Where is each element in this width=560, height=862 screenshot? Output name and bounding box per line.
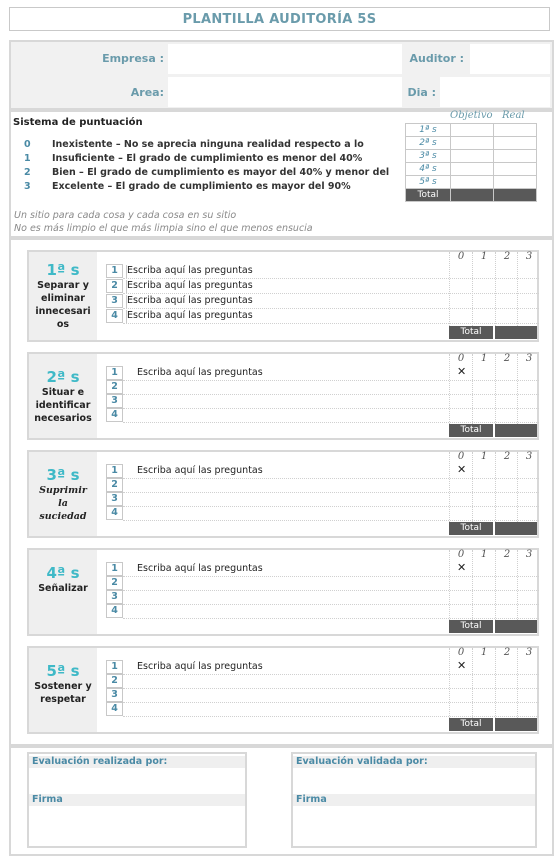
grid-column-line — [517, 648, 518, 718]
section-name-line: identificar — [35, 400, 91, 411]
section-total-value — [495, 620, 537, 633]
summary-real[interactable] — [494, 176, 537, 189]
section-label-panel — [29, 452, 97, 536]
question-text[interactable]: Escriba aquí las preguntas — [137, 465, 263, 476]
grid-column-line — [472, 252, 473, 326]
question-number: 2 — [106, 576, 123, 590]
question-text[interactable] — [137, 689, 449, 702]
section-total-label: Total — [449, 424, 493, 437]
summary-label: 4ª s — [406, 163, 451, 176]
dia-label: Dia : — [407, 86, 436, 99]
question-text[interactable] — [137, 507, 449, 520]
question-text[interactable]: Escriba aquí las preguntas — [137, 367, 263, 378]
summary-label: 1ª s — [406, 124, 451, 137]
section-total-value — [495, 718, 537, 731]
score-header: 3 — [525, 647, 533, 658]
section-total-value — [495, 424, 537, 437]
question-number: 1 — [106, 366, 123, 380]
question-number: 2 — [106, 279, 123, 293]
col-objetivo: Objetivo — [450, 110, 493, 121]
section-total-label: Total — [449, 522, 493, 535]
question-number: 1 — [106, 264, 123, 278]
question-text[interactable]: Escriba aquí las preguntas — [137, 661, 263, 672]
question-text[interactable]: Escriba aquí las preguntas — [137, 563, 263, 574]
summary-total-real — [494, 189, 537, 202]
question-text[interactable] — [137, 409, 449, 422]
score-mark[interactable]: ✕ — [457, 365, 467, 378]
grid-column-line — [472, 452, 473, 522]
scoring-num: 2 — [24, 167, 31, 178]
scoring-title: Sistema de puntuación — [13, 117, 143, 128]
section-name-line: Señalizar — [38, 583, 88, 594]
grid-column-line — [517, 452, 518, 522]
question-text[interactable]: Escriba aquí las preguntas — [126, 265, 446, 278]
question-number: 1 — [106, 562, 123, 576]
section-name-line: respetar — [40, 694, 86, 705]
grid-column-line — [517, 252, 518, 326]
summary-objetivo[interactable] — [451, 124, 494, 137]
section-3 — [27, 450, 539, 538]
score-mark[interactable]: ✕ — [457, 463, 467, 476]
summary-total-label: Total — [406, 189, 451, 202]
score-header: 0 — [457, 647, 465, 658]
scoring-text: Bien – El grado de cumplimiento es mayor del 40% y menor del — [52, 167, 390, 178]
question-text[interactable]: Escriba aquí las preguntas — [126, 280, 446, 293]
summary-total-row — [406, 189, 537, 202]
score-header: 2 — [503, 647, 511, 658]
summary-label: 3ª s — [406, 150, 451, 163]
score-header: 0 — [457, 353, 465, 364]
section-total-value — [495, 522, 537, 535]
summary-real[interactable] — [494, 163, 537, 176]
scoring-row — [24, 181, 351, 192]
summary-table — [405, 123, 537, 202]
question-number: 3 — [106, 590, 123, 604]
score-header: 1 — [480, 549, 488, 560]
question-text[interactable] — [137, 703, 449, 716]
question-text[interactable] — [137, 479, 449, 492]
auditor-label: Auditor : — [409, 52, 464, 65]
score-header: 1 — [480, 251, 488, 262]
summary-objetivo[interactable] — [451, 137, 494, 150]
grid-column-line — [495, 354, 496, 424]
row-divider — [123, 618, 539, 619]
section-name-line: la — [58, 498, 68, 509]
question-number: 2 — [106, 674, 123, 688]
section-label-panel — [29, 550, 97, 634]
question-number: 2 — [106, 380, 123, 394]
realizada-field[interactable] — [29, 768, 245, 794]
page-title-text: PLANTILLA AUDITORÍA 5S — [182, 11, 377, 27]
grid-column-line — [449, 354, 450, 424]
score-header: 0 — [457, 451, 465, 462]
row-divider — [123, 520, 539, 521]
motto-1: Un sitio para cada cosa y cada cosa en su sitio — [14, 210, 237, 221]
validada-label: Evaluación validada por: — [293, 756, 535, 768]
question-text[interactable] — [137, 605, 449, 618]
section-1 — [27, 250, 539, 342]
firma-label: Firma — [29, 794, 245, 806]
empresa-label: Empresa : — [102, 52, 164, 65]
question-number: 4 — [106, 604, 123, 618]
summary-label: 5ª s — [406, 176, 451, 189]
section-number: 1ª s — [46, 261, 80, 279]
signature-box-validada — [291, 752, 537, 848]
summary-real[interactable] — [494, 137, 537, 150]
section-name-line: innecesari — [35, 306, 91, 317]
question-text[interactable] — [137, 395, 449, 408]
question-text[interactable] — [137, 577, 449, 590]
area-field[interactable] — [168, 77, 402, 107]
score-header: 3 — [525, 451, 533, 462]
grid-column-line — [495, 452, 496, 522]
question-text[interactable] — [137, 591, 449, 604]
section-name-line: necesarios — [34, 413, 92, 424]
section-name-line: eliminar — [41, 293, 85, 304]
summary-real[interactable] — [494, 124, 537, 137]
section-name-line: Separar y — [37, 280, 89, 291]
grid-column-line — [472, 550, 473, 620]
firma-label: Firma — [293, 794, 535, 806]
realizada-label: Evaluación realizada por: — [29, 756, 245, 768]
signature-box-realizada — [27, 752, 247, 848]
section-name-line: Suprimir — [39, 485, 87, 496]
auditor-field[interactable] — [470, 44, 550, 74]
section-label-panel — [29, 648, 97, 732]
grid-column-line — [517, 550, 518, 620]
dia-field[interactable] — [440, 77, 550, 107]
summary-row — [406, 163, 537, 176]
validada-field[interactable] — [293, 768, 535, 794]
section-label-panel — [29, 354, 97, 438]
question-number: 3 — [106, 492, 123, 506]
score-mark[interactable]: ✕ — [457, 561, 467, 574]
scoring-text: Excelente – El grado de cumplimiento es mayor del 90% — [52, 181, 351, 192]
question-number: 3 — [106, 688, 123, 702]
question-text[interactable]: Escriba aquí las preguntas — [126, 310, 446, 323]
summary-row — [406, 176, 537, 189]
score-header: 2 — [503, 451, 511, 462]
score-header: 0 — [457, 251, 465, 262]
grid-column-line — [449, 648, 450, 718]
question-text[interactable]: Escriba aquí las preguntas — [126, 295, 446, 308]
scoring-row — [24, 153, 362, 164]
col-real: Real — [502, 110, 525, 121]
summary-row — [406, 137, 537, 150]
grid-column-line — [517, 354, 518, 424]
scoring-text: Insuficiente – El grado de cumplimiento es menor del 40% — [52, 153, 363, 164]
section-total-label: Total — [449, 620, 493, 633]
section-name-line: suciedad — [39, 511, 87, 522]
section-total-value — [495, 326, 537, 339]
grid-column-line — [449, 252, 450, 326]
summary-label: 2ª s — [406, 137, 451, 150]
row-divider — [123, 308, 539, 309]
question-number: 2 — [106, 478, 123, 492]
question-number: 3 — [106, 394, 123, 408]
score-header: 0 — [457, 549, 465, 560]
question-number: 4 — [106, 408, 123, 422]
section-4 — [27, 548, 539, 636]
grid-column-line — [472, 354, 473, 424]
row-divider — [123, 323, 539, 324]
summary-objetivo[interactable] — [451, 176, 494, 189]
question-text[interactable] — [137, 493, 449, 506]
section-number: 2ª s — [46, 368, 80, 386]
empresa-field[interactable] — [168, 44, 402, 74]
question-text[interactable] — [137, 381, 449, 394]
question-text[interactable] — [137, 675, 449, 688]
scoring-num: 0 — [24, 139, 31, 150]
score-header: 2 — [503, 549, 511, 560]
section-total-label: Total — [449, 326, 493, 339]
section-label-panel — [29, 252, 97, 340]
section-2 — [27, 352, 539, 440]
score-header: 1 — [480, 451, 488, 462]
summary-objetivo[interactable] — [451, 150, 494, 163]
row-divider — [123, 716, 539, 717]
scoring-num: 3 — [24, 181, 31, 192]
question-number: 3 — [106, 294, 123, 308]
grid-column-line — [449, 452, 450, 522]
section-name-line: Situar e — [41, 387, 85, 398]
score-header: 1 — [480, 647, 488, 658]
score-header: 3 — [525, 353, 533, 364]
grid-column-line — [495, 550, 496, 620]
score-header: 2 — [503, 353, 511, 364]
scoring-row — [24, 167, 389, 178]
row-divider — [123, 293, 539, 294]
grid-column-line — [495, 252, 496, 326]
question-number: 4 — [106, 702, 123, 716]
score-header: 3 — [525, 549, 533, 560]
question-number: 4 — [106, 309, 123, 323]
motto-2: No es más limpio el que más limpia sino el que menos ensucia — [14, 223, 313, 234]
score-header: 1 — [480, 353, 488, 364]
section-number: 3ª s — [46, 466, 80, 484]
section-total-label: Total — [449, 718, 493, 731]
grid-column-line — [495, 648, 496, 718]
area-label: Area: — [130, 86, 164, 99]
scoring-text: Inexistente – No se aprecia ninguna realidad respecto a lo — [52, 139, 364, 150]
summary-row — [406, 124, 537, 137]
section-number: 5ª s — [46, 662, 80, 680]
question-number: 1 — [106, 464, 123, 478]
section-number: 4ª s — [46, 564, 80, 582]
summary-total-objetivo — [451, 189, 494, 202]
score-header: 3 — [525, 251, 533, 262]
section-5 — [27, 646, 539, 734]
scoring-row — [24, 139, 364, 150]
score-header: 2 — [503, 251, 511, 262]
score-mark[interactable]: ✕ — [457, 659, 467, 672]
page-title — [9, 7, 550, 31]
row-divider — [123, 422, 539, 423]
row-divider — [123, 278, 539, 279]
summary-row — [406, 150, 537, 163]
section-name-line: Sostener y — [34, 681, 92, 692]
summary-objetivo[interactable] — [451, 163, 494, 176]
grid-column-line — [472, 648, 473, 718]
summary-real[interactable] — [494, 150, 537, 163]
question-number: 1 — [106, 660, 123, 674]
question-number: 4 — [106, 506, 123, 520]
scoring-num: 1 — [24, 153, 31, 164]
section-name-line: os — [56, 319, 70, 330]
grid-column-line — [449, 550, 450, 620]
